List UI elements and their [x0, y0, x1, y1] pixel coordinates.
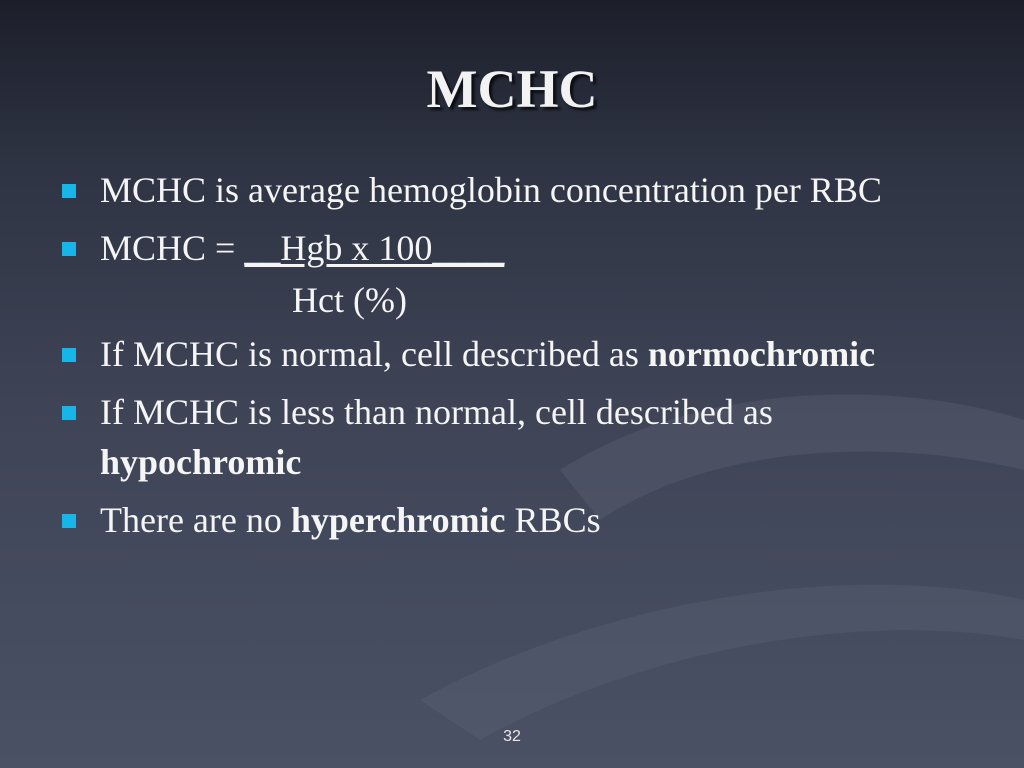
bullet-item-definition: [62, 165, 982, 215]
bullet-text: MCHC is average hemoglobin concentration per RBC: [100, 170, 882, 210]
bullet-item-hypochromic: [62, 387, 982, 487]
formula-numerator: __Hgb x 100____: [244, 228, 505, 268]
bullet-text: If MCHC is less than normal, cell described as: [100, 392, 773, 432]
formula-prefix: MCHC =: [100, 228, 245, 268]
bullet-bold-term: hyperchromic: [290, 500, 506, 540]
bullet-bold-term: normochromic: [647, 334, 876, 374]
bullet-text: If MCHC is normal, cell described as: [100, 334, 648, 374]
formula-denominator: Hct (%): [292, 280, 407, 320]
bullet-item-normochromic: [62, 329, 982, 379]
square-bullet-icon: [62, 184, 76, 198]
page-number: 32: [503, 728, 521, 745]
bullet-item-formula: [62, 223, 982, 273]
square-bullet-icon: [62, 348, 76, 362]
square-bullet-icon: [62, 406, 76, 420]
bullet-suffix: RBCs: [505, 500, 601, 540]
bullet-text: There are no: [100, 500, 291, 540]
slide-title: MCHC: [426, 59, 598, 119]
square-bullet-icon: [62, 242, 76, 256]
square-bullet-icon: [62, 514, 76, 528]
bullet-bold-term: hypochromic: [100, 442, 302, 482]
bullet-item-hyperchromic: [62, 495, 982, 545]
bullet-list: [62, 165, 982, 553]
